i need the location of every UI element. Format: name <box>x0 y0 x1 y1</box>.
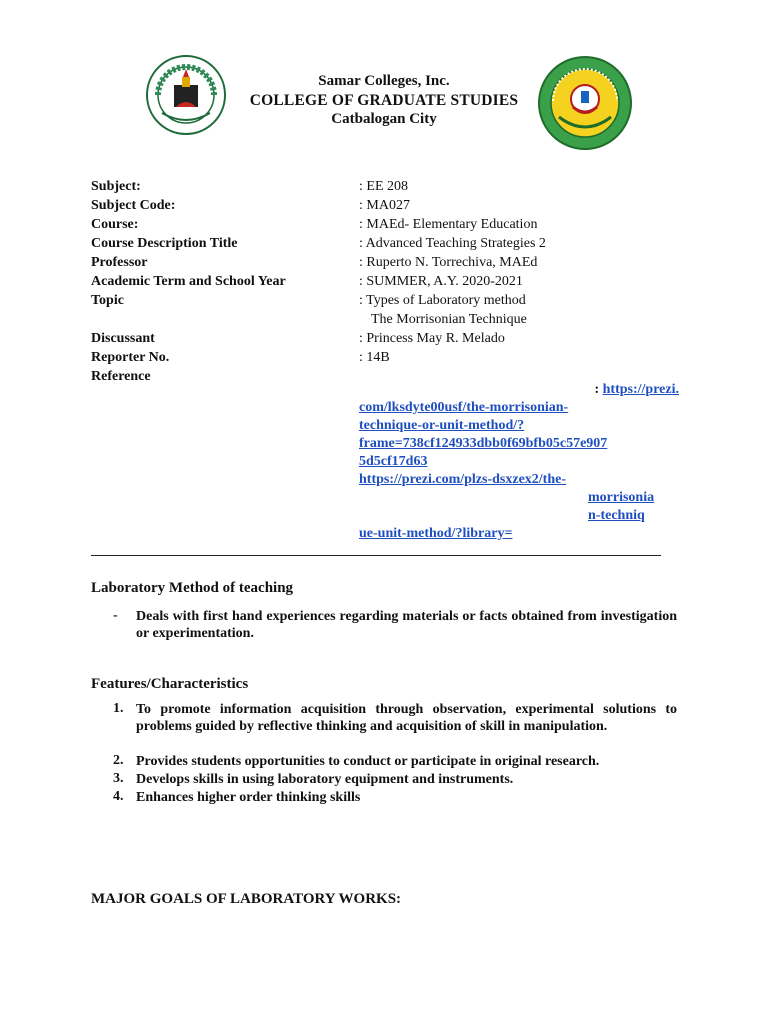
info-value: The Morrisonian Technique <box>371 312 527 327</box>
reference-links <box>359 381 679 543</box>
info-value: : MAEd- Elementary Education <box>359 217 538 232</box>
reference-link-2-cont[interactable]: n-techniq <box>588 508 645 523</box>
subject-info-table <box>91 177 691 386</box>
reference-link-2[interactable]: https://prezi.com/plzs-dsxzex2/the- <box>359 472 566 487</box>
info-row <box>91 196 691 215</box>
reference-line <box>359 471 679 489</box>
feature-item: Provides students opportunities to conduct or participate in original research. <box>136 754 600 769</box>
info-label: Subject Code: <box>91 198 176 213</box>
list-number: 3. <box>113 771 124 786</box>
info-label: Subject: <box>91 179 141 194</box>
info-row <box>91 177 691 196</box>
lab-method-heading: Laboratory Method of teaching <box>91 580 294 596</box>
info-label: Academic Term and School Year <box>91 274 286 289</box>
major-goals-heading: MAJOR GOALS OF LABORATORY WORKS: <box>91 891 402 907</box>
info-row <box>91 215 691 234</box>
info-value: : Advanced Teaching Strategies 2 <box>359 236 546 251</box>
reference-link-1-cont[interactable]: 5d5cf17d63 <box>359 454 428 469</box>
info-label: Professor <box>91 255 148 270</box>
reference-link-1[interactable]: https://prezi. <box>602 382 679 397</box>
section-divider <box>91 555 661 556</box>
info-row <box>91 234 691 253</box>
reference-link-1-cont[interactable]: com/lksdyte00usf/the-morrisonian- <box>359 400 569 415</box>
list-number: 4. <box>113 789 124 804</box>
bullet-dash: - <box>113 608 118 623</box>
list-number: 2. <box>113 753 124 768</box>
reference-line <box>359 507 679 525</box>
feature-item: Develops skills in using laboratory equipment and instruments. <box>136 772 514 787</box>
info-value: : Types of Laboratory method <box>359 293 526 308</box>
reference-link-1-cont[interactable]: technique-or-unit-method/? <box>359 418 525 433</box>
reference-line <box>359 417 679 435</box>
features-heading: Features/Characteristics <box>91 676 249 692</box>
reference-line <box>359 381 679 399</box>
info-value: : MA027 <box>359 198 410 213</box>
info-label: Discussant <box>91 331 155 346</box>
info-row <box>91 253 691 272</box>
info-label: Reporter No. <box>91 350 170 365</box>
info-label: Reference <box>91 369 151 384</box>
info-row <box>91 291 691 310</box>
list-number: 1. <box>113 701 124 716</box>
reference-line <box>359 525 679 543</box>
city-name: Catbalogan City <box>331 111 437 127</box>
reference-prefix: : <box>594 382 603 397</box>
info-label: Course Description Title <box>91 236 238 251</box>
college-name: COLLEGE OF GRADUATE STUDIES <box>249 92 519 109</box>
info-label: Course: <box>91 217 139 232</box>
document-header <box>0 72 768 129</box>
info-value: : Ruperto N. Torrechiva, MAEd <box>359 255 538 270</box>
info-row <box>91 329 691 348</box>
institution-name: Samar Colleges, Inc. <box>318 73 450 89</box>
info-value: : Princess May R. Melado <box>359 331 505 346</box>
reference-line <box>359 453 679 471</box>
reference-link-1-cont[interactable]: frame=738cf124933dbb0f69bfb05c57e907 <box>359 436 608 451</box>
reference-link-2-cont[interactable]: ue-unit-method/?library= <box>359 526 513 541</box>
reference-link-2-cont[interactable]: morrisonia <box>588 490 655 505</box>
feature-item: Enhances higher order thinking skills <box>136 790 361 805</box>
feature-item: To promote information acquisition through observation, experimental solutions to problems guided by reflective thinking and acquisition of skill in manipulation. <box>136 702 677 734</box>
info-value: : SUMMER, A.Y. 2020-2021 <box>359 274 523 289</box>
info-label: Topic <box>91 293 124 308</box>
lab-method-text: Deals with first hand experiences regarding materials or facts obtained from investigation or experimentation. <box>136 609 677 641</box>
reference-line <box>359 435 679 453</box>
reference-line <box>359 399 679 417</box>
reference-line <box>359 489 679 507</box>
info-value: : 14B <box>359 350 390 365</box>
info-row <box>91 310 691 329</box>
info-value: : EE 208 <box>359 179 408 194</box>
info-row <box>91 348 691 367</box>
info-row <box>91 272 691 291</box>
